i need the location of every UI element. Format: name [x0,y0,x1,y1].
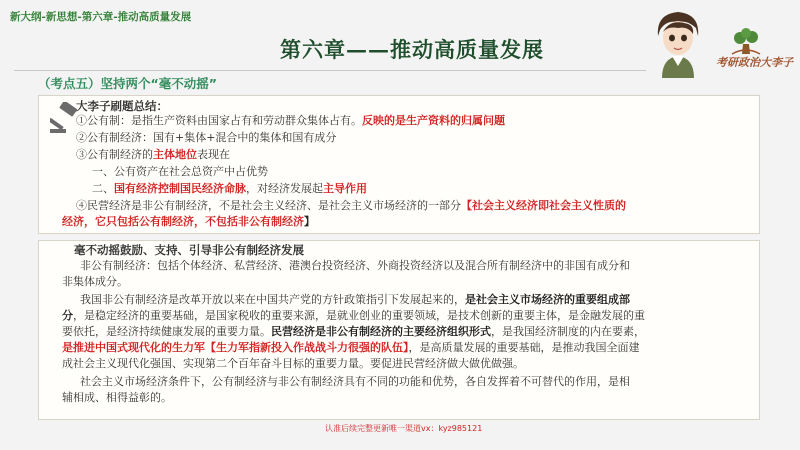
summary-line-6 [76,198,626,214]
line-3-text: ③公有制经济的 [76,148,153,161]
section-label: （考点五）坚持两个“毫不动摇” [38,76,217,91]
summary-line-3 [76,147,230,163]
line-3-highlight: 主体地位 [153,148,197,161]
p2-line-1-bold: 是社会主义市场经济的重要组成部 [465,293,630,306]
p2-line-1-text: 我国非公有制经济是改革开放以来在中国共产党的方针政策指引下发展起来的， [80,293,465,306]
summary-line-2: ②公有制经济：国有+集体+混合中的集体和国有成分 [76,131,337,144]
summary-line-1 [76,113,505,129]
content-heading: 毫不动摇鼓励、支持、引导非公有制经济发展 [74,243,304,257]
p2-line-3-bold: 民营经济是非公有制经济的主要经济组织形式 [271,325,491,338]
page-title: 第六章——推动高质量发展 [280,37,544,62]
paragraph-3-line-1: 社会主义市场经济条件下，公有制经济与非公有制经济具有不同的功能和优势，各自发挥着不可替代的作用，是相 [80,375,630,388]
p2-line-3-text: 要依托，是经济持续健康发展的重要力量。 [62,325,271,338]
header-divider [14,70,646,71]
p2-line-4-text: ，是高质量发展的重要基础，是推动我国全面建 [408,341,640,354]
line-1-highlight: 反映的是生产资料的归属问题 [362,114,505,127]
line-6-text: ④民营经济是非公有制经济，不是社会主义经济、是社会主义市场经济的一部分 [76,199,461,212]
avatar [648,6,708,78]
tree-icon [712,28,797,56]
paragraph-2-line-1 [80,292,630,308]
p2-line-2-bold: 分 [62,309,73,322]
paragraph-2-line-3 [62,324,645,340]
line-5-prefix: 二、 [92,182,114,195]
line-5-highlight: 国有经济控制国民经济命脉 [114,182,246,195]
line-5-highlight-2: 主导作用 [323,182,367,195]
line-7-highlight: 经济，它只包括公有制经济，不包括非公有制经济 [62,215,304,228]
footer-watermark: 认准后续完整更新唯一渠道vx：kyz985121 [325,424,483,433]
p2-line-4-highlight: 是推进中国式现代化的生力军【生力军指新投入作战战斗力很强的队伍】 [62,341,409,354]
line-3-tail: 表现在 [197,148,230,161]
summary-line-7 [62,214,315,230]
p2-line-3-tail: ，是我国经济制度的内在要素， [491,325,645,338]
brand-logo [712,28,797,76]
line-7-bracket: 】 [304,215,315,228]
paragraph-1-line-2: 非集体成分。 [62,275,128,288]
summary-line-5 [92,181,367,197]
summary-line-4: 一、公有资产在社会总资产中占优势 [92,165,268,178]
line-5-text: ，对经济发展起 [246,182,323,195]
paragraph-2-line-5: 成社会主义现代化强国、实现第二个百年奋斗目标的重要力量。要促进民营经济做大做优做强。 [62,357,524,370]
breadcrumb: 新大纲-新思想-第六章-推动高质量发展 [10,11,192,23]
logo-text: 考研政治大李子 [716,56,793,69]
p2-line-2-text: ，是稳定经济的重要基础，是国家税收的重要来源，是就业创业的重要领域，是技术创新的重要主体，是金融发展的重 [73,309,645,322]
paragraph-1-line-1: 非公有制经济：包括个体经济、私营经济、港澳台投资经济、外商投资经济以及混合所有制经济中的非国有成分和 [80,259,630,272]
paragraph-2-line-2 [62,308,645,324]
line-1-text: ①公有制：是指生产资料由国家占有和劳动群众集体占有。 [76,114,362,127]
line-6-highlight: 【社会主义经济即社会主义性质的 [461,199,626,212]
summary-heading: 大李子刷题总结： [76,99,168,113]
paragraph-3-line-2: 辅相成、相得益彰的。 [62,391,172,404]
paragraph-2-line-4 [62,340,640,356]
